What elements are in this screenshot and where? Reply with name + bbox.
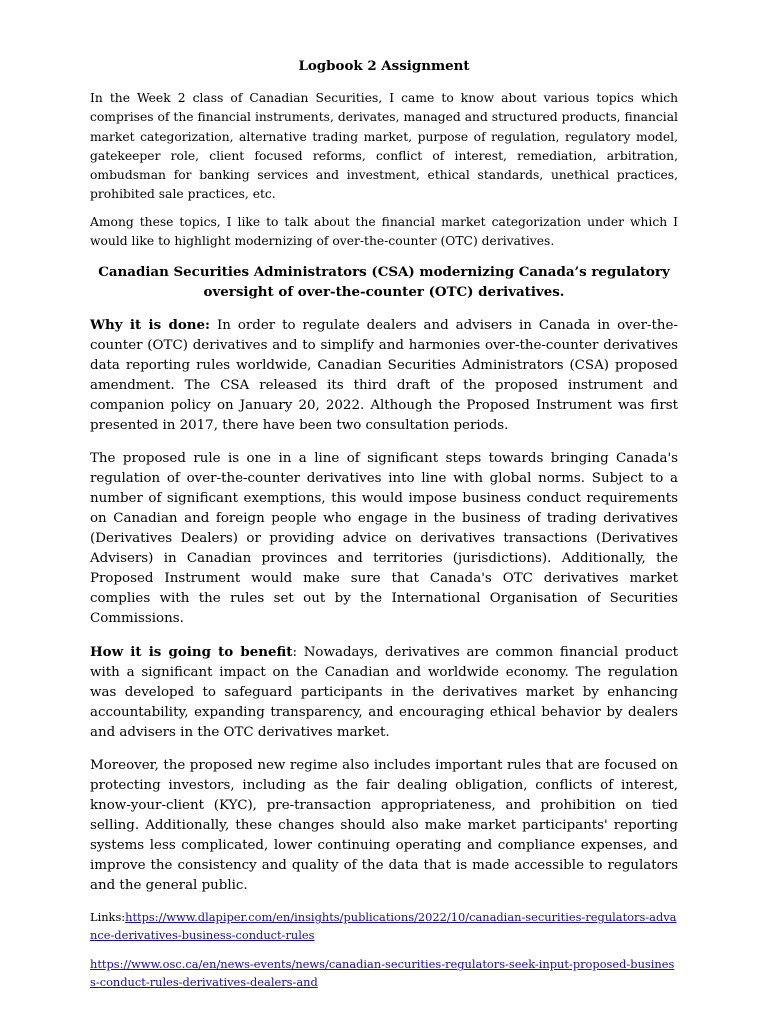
osc-link[interactable]: https://www.osc.ca/en/news-events/news/canadian-securities-regulators-seek-input-proposed-business-conduct-rules-derivatives-dealers-and: [90, 957, 675, 989]
why-text: In order to regulate dealers and advisers in Canada in over-the-counter (OTC) derivatives and to simplify and harmonies over-the-counter derivatives data reporting rules worldwide, Canadian Securities Administrators (CSA) proposed amendment. The CSA released its third draft of the proposed instrument and companion policy on January 20, 2022. Although the Proposed Instrument was first presented in 2017, there have been two consultation periods.: [90, 318, 678, 434]
section-heading: Canadian Securities Administrators (CSA) modernizing Canada’s regulatory oversight of over-the-counter (OTC) derivatives.: [98, 264, 670, 300]
document-title: Logbook 2 Assignment: [298, 58, 470, 74]
dlapiper-link[interactable]: https://www.dlapiper.com/en/insights/publications/2022/10/canadian-securities-regulators-advance-derivatives-business-conduct-rules: [90, 910, 677, 942]
how-paragraph: [90, 642, 678, 743]
links-line: [90, 909, 678, 944]
links-line-2: [90, 956, 678, 991]
why-paragraph: [90, 315, 678, 436]
proposed-rule-paragraph: The proposed rule is one in a line of significant steps towards bringing Canada's regulation of over-the-counter derivatives into line with global norms. Subject to a number of significant exemptions, this would impose business conduct requirements on Canadian and foreign people who engage in the business of trading derivatives (Derivatives Dealers) or providing advice on derivatives transactions (Derivatives Advisers) in Canadian provinces and territories (jurisdictions). Additionally, the Proposed Instrument would make sure that Canada's OTC derivatives market complies with the rules set out by the International Organisation of Securities Commissions.: [90, 451, 678, 627]
how-text: : Nowadays, derivatives are common financial product with a significant impact on the Canadian and worldwide economy. The regulation was developed to safeguard participants in the derivatives market by enhancing accountability, expanding transparency, and encouraging ethical behavior by dealers and advisers in the OTC derivatives market.: [90, 645, 678, 741]
how-label: How it is going to benefit: [90, 644, 293, 661]
moreover-paragraph: Moreover, the proposed new regime also includes important rules that are focused on protecting investors, including as the fair dealing obligation, conflicts of interest, know-your-client (KYC), pre-transaction appropriateness, and prohibition on tied selling. Additionally, these changes should also make market participants' reporting systems less complicated, lower continuing operating and compliance expenses, and improve the consistency and quality of the data that is made accessible to regulators and the general public.: [90, 758, 678, 894]
links-label: Links:: [90, 910, 126, 925]
why-label: Why it is done:: [90, 317, 211, 334]
intro-paragraph: In the Week 2 class of Canadian Securities, I came to know about various topics which comprises of the financial instruments, derivates, managed and structured products, financial market categorization, alternative trading market, purpose of regulation, regulatory model, gatekeeper role, client focused reforms, conflict of interest, remediation, arbitration, ombudsman for banking services and investment, ethical standards, unethical practices, prohibited sale practices, etc.: [90, 91, 678, 202]
topic-paragraph: Among these topics, I like to talk about the financial market categorization under which I would like to highlight modernizing of over-the-counter (OTC) derivatives.: [90, 214, 678, 249]
